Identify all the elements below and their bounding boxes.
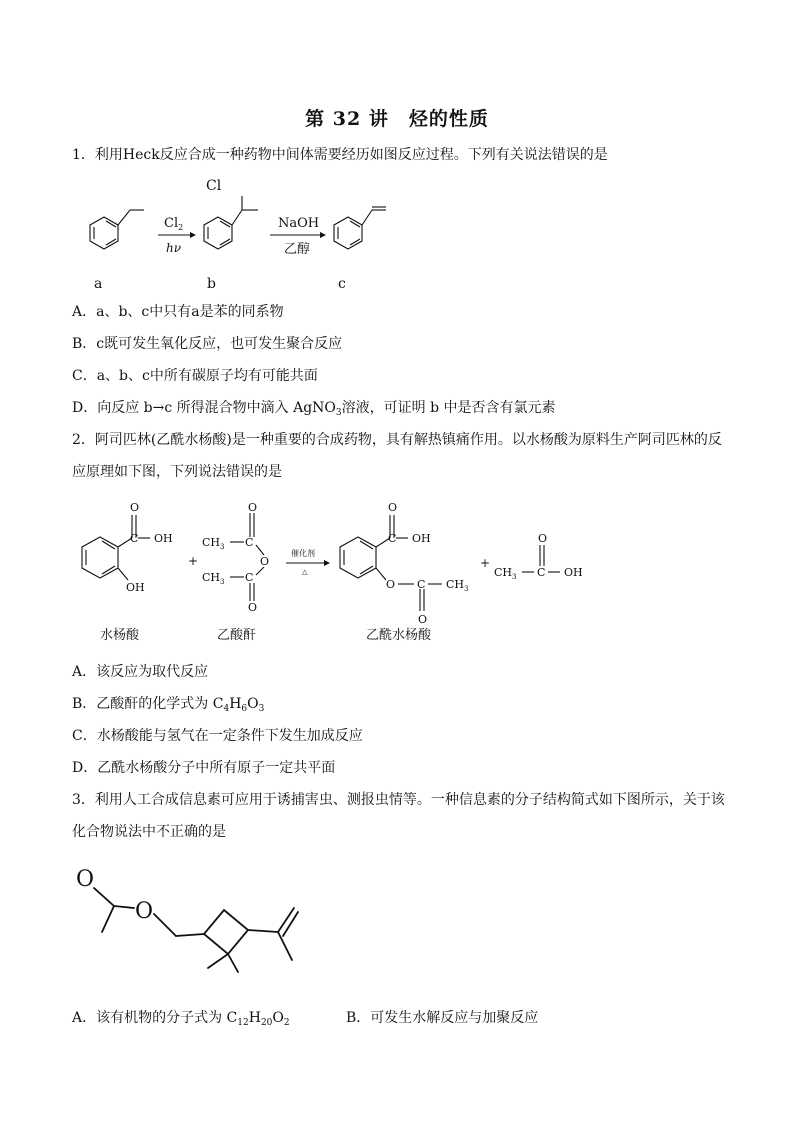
label-a: a bbox=[94, 276, 103, 292]
svg-text:CH3: $CH_3$ bbox=[494, 566, 517, 581]
label-c: c bbox=[338, 276, 346, 292]
q3-stem-line1: 3．利用人工合成信息素可应用于诱捕害虫、测报虫情等。一种信息素的分子结构简式如下图所示，关于该 bbox=[72, 792, 725, 808]
svg-text:O: O bbox=[538, 532, 548, 545]
arrow-1 bbox=[158, 232, 196, 238]
molecule-c bbox=[334, 207, 386, 249]
arrow1-reagent: $Cl_2$ bbox=[164, 216, 184, 232]
q1-option-d: D．向反应 b→c 所得混合物中滴入 AgNO$_3$溶液，可证明 b 中是否含有氯元素 bbox=[72, 400, 556, 418]
q2-option-b: B．乙酸酐的化学式为 $C_4H_6O_3$ bbox=[72, 696, 265, 714]
cl-label: Cl bbox=[206, 178, 222, 194]
svg-text:O: O bbox=[130, 501, 140, 514]
q1-option-c: C．a、b、c中所有碳原子均有可能共面 bbox=[72, 368, 318, 384]
q3-stem-line2: 化合物说法中不正确的是 bbox=[72, 824, 226, 840]
arrow1-condition: hν bbox=[166, 241, 182, 255]
svg-text:CH3: $CH_3$ bbox=[202, 536, 225, 551]
q2-option-a: A．该反应为取代反应 bbox=[72, 664, 209, 680]
page-title: 第 32 讲 烃的性质 bbox=[305, 108, 489, 130]
heat-symbol: △ bbox=[302, 568, 308, 576]
q3-pheromone-structure bbox=[72, 862, 312, 982]
molecule-b bbox=[204, 196, 258, 249]
ester-o-label: O bbox=[135, 899, 154, 924]
svg-text:O: O bbox=[260, 555, 270, 568]
q3-option-b: B．可发生水解反应与加聚反应 bbox=[346, 1010, 539, 1026]
q1-option-a: A．a、b、c中只有a是苯的同系物 bbox=[72, 304, 284, 320]
arrow2-solvent: 乙醇 bbox=[284, 242, 311, 257]
svg-text:+: + bbox=[188, 554, 199, 568]
svg-text:C: C bbox=[417, 578, 426, 591]
carbonyl-o-label: O bbox=[76, 867, 95, 892]
svg-text:OH: OH bbox=[154, 532, 173, 545]
aspirin-structure bbox=[340, 515, 442, 611]
name-salicylic-acid: 水杨酸 bbox=[100, 628, 140, 643]
q2-stem-line2: 应原理如下图，下列说法错误的是 bbox=[72, 464, 282, 480]
svg-text:O: O bbox=[388, 501, 398, 514]
svg-text:C: C bbox=[388, 532, 397, 545]
q2-stem-line1: 2．阿司匹林(乙酰水杨酸)是一种重要的合成药物，具有解热镇痛作用。以水杨酸为原料生产阿司匹林的反 bbox=[72, 432, 722, 448]
q1-stem: 1．利用Heck反应合成一种药物中间体需要经历如图反应过程。下列有关说法错误的是 bbox=[72, 147, 608, 163]
molecule-a bbox=[90, 210, 144, 249]
svg-text:C: C bbox=[245, 571, 254, 584]
svg-text:OH: OH bbox=[564, 566, 583, 579]
arrow2-reagent: NaOH bbox=[278, 216, 320, 231]
svg-text:OH: OH bbox=[412, 532, 431, 545]
svg-text:C: C bbox=[130, 532, 139, 545]
svg-text:O: O bbox=[248, 601, 258, 614]
q1-option-b: B．c既可发生氧化反应，也可发生聚合反应 bbox=[72, 336, 343, 352]
catalyst-label: 催化剂 bbox=[291, 549, 315, 558]
svg-text:C: C bbox=[537, 566, 546, 579]
name-aspirin: 乙酰水杨酸 bbox=[366, 628, 432, 643]
svg-text:O: O bbox=[248, 501, 258, 514]
svg-text:CH3: $CH_3$ bbox=[202, 571, 225, 586]
svg-text:OH: OH bbox=[126, 581, 145, 594]
svg-text:+: + bbox=[480, 556, 491, 570]
svg-text:CH3: $CH_3$ bbox=[446, 578, 469, 593]
q2-option-d: D．乙酰水杨酸分子中所有原子一定共平面 bbox=[72, 760, 336, 776]
svg-text:C: C bbox=[245, 536, 254, 549]
arrow-2 bbox=[270, 232, 326, 238]
acetic-anhydride-structure bbox=[230, 513, 264, 601]
svg-text:O: O bbox=[418, 613, 428, 626]
name-acetic-anhydride: 乙酸酐 bbox=[217, 628, 257, 643]
q2-reaction-scheme bbox=[70, 495, 600, 655]
salicylic-acid-structure bbox=[82, 515, 150, 580]
q1-reaction-scheme bbox=[70, 172, 400, 292]
q3-option-a: A．该有机物的分子式为 $C_{12}H_{20}O_2$ bbox=[72, 1010, 290, 1028]
label-b: b bbox=[207, 276, 216, 292]
q2-option-c: C．水杨酸能与氢气在一定条件下发生加成反应 bbox=[72, 728, 363, 744]
svg-text:O: O bbox=[386, 578, 396, 591]
